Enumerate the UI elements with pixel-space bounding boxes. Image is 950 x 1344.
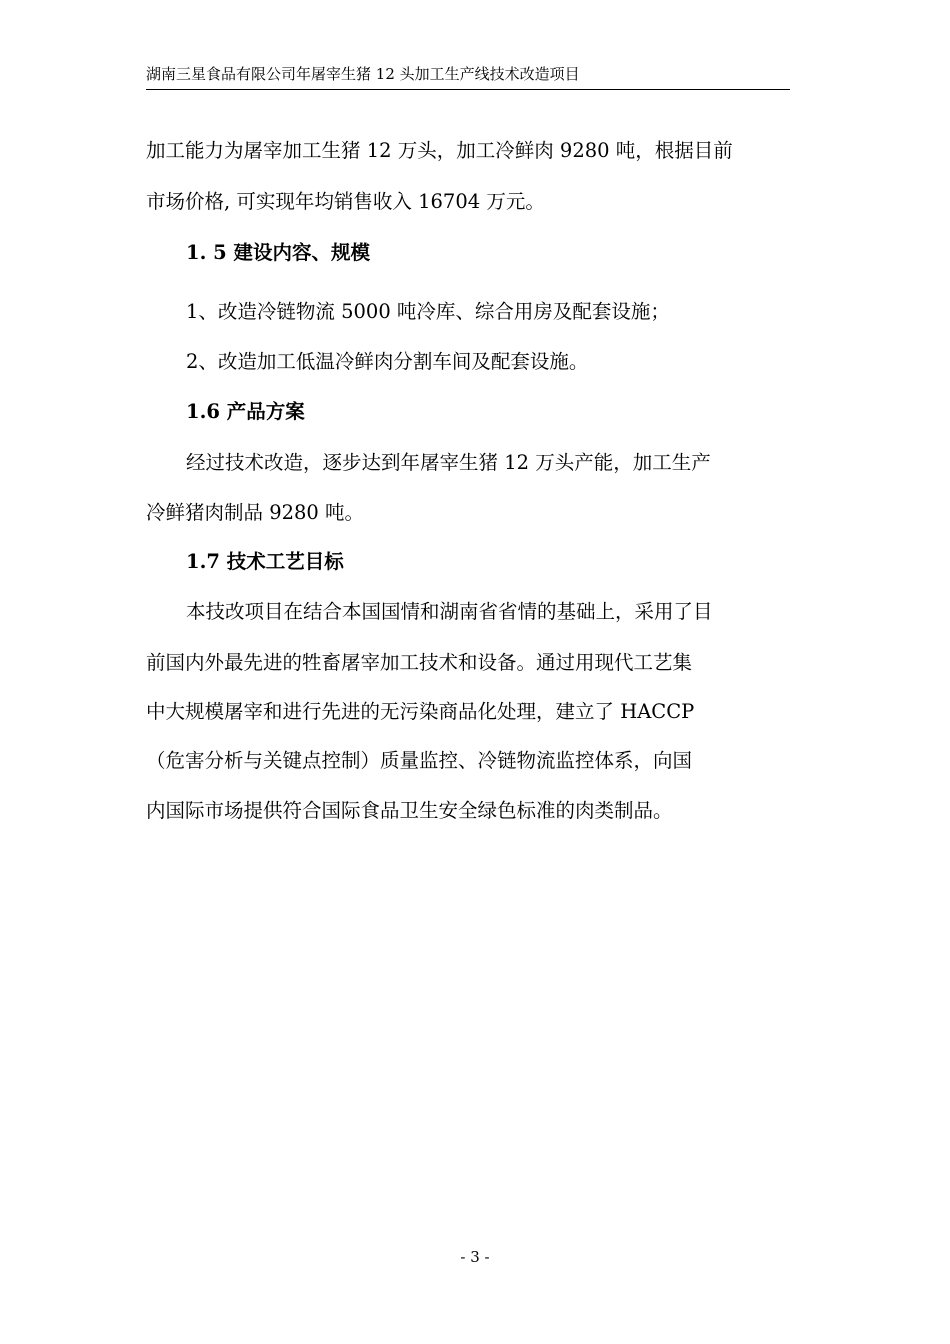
paragraph-1-7-line-4: （危害分析与关键点控制）质量监控、冷链物流监控体系，向国: [146, 749, 693, 772]
paragraph-1-6-line-2: 冷鲜猪肉制品 9280 吨。: [146, 501, 365, 524]
section-heading-1-6: 1.6 产品方案: [186, 400, 305, 423]
page-number: - 3 -: [460, 1248, 490, 1266]
section-heading-1-5: 1. 5 建设内容、规模: [186, 241, 371, 264]
section-heading-1-7: 1.7 技术工艺目标: [186, 550, 344, 573]
paragraph-1-7-line-3: 中大规模屠宰和进行先进的无污染商品化处理，建立了 HACCP: [146, 700, 695, 723]
paragraph-1-7-line-5: 内国际市场提供符合国际食品卫生安全绿色标准的肉类制品。: [146, 799, 673, 822]
paragraph-1-7-line-1: 本技改项目在结合本国国情和湖南省省情的基础上，采用了目: [186, 600, 713, 623]
paragraph-1-7-line-2: 前国内外最先进的牲畜屠宰加工技术和设备。通过用现代工艺集: [146, 651, 693, 674]
list-item-1: 1、改造冷链物流 5000 吨冷库、综合用房及配套设施；: [186, 300, 670, 323]
intro-line-1: 加工能力为屠宰加工生猪 12 万头，加工冷鲜肉 9280 吨，根据目前: [146, 139, 733, 162]
list-item-2: 2、改造加工低温冷鲜肉分割车间及配套设施。: [186, 350, 589, 373]
header-rule: [146, 89, 790, 90]
running-header: 湖南三星食品有限公司年屠宰生猪 12 头加工生产线技术改造项目: [146, 65, 580, 83]
paragraph-1-6-line-1: 经过技术改造，逐步达到年屠宰生猪 12 万头产能，加工生产: [186, 451, 711, 474]
intro-line-2: 市场价格, 可实现年均销售收入 16704 万元。: [146, 190, 545, 213]
